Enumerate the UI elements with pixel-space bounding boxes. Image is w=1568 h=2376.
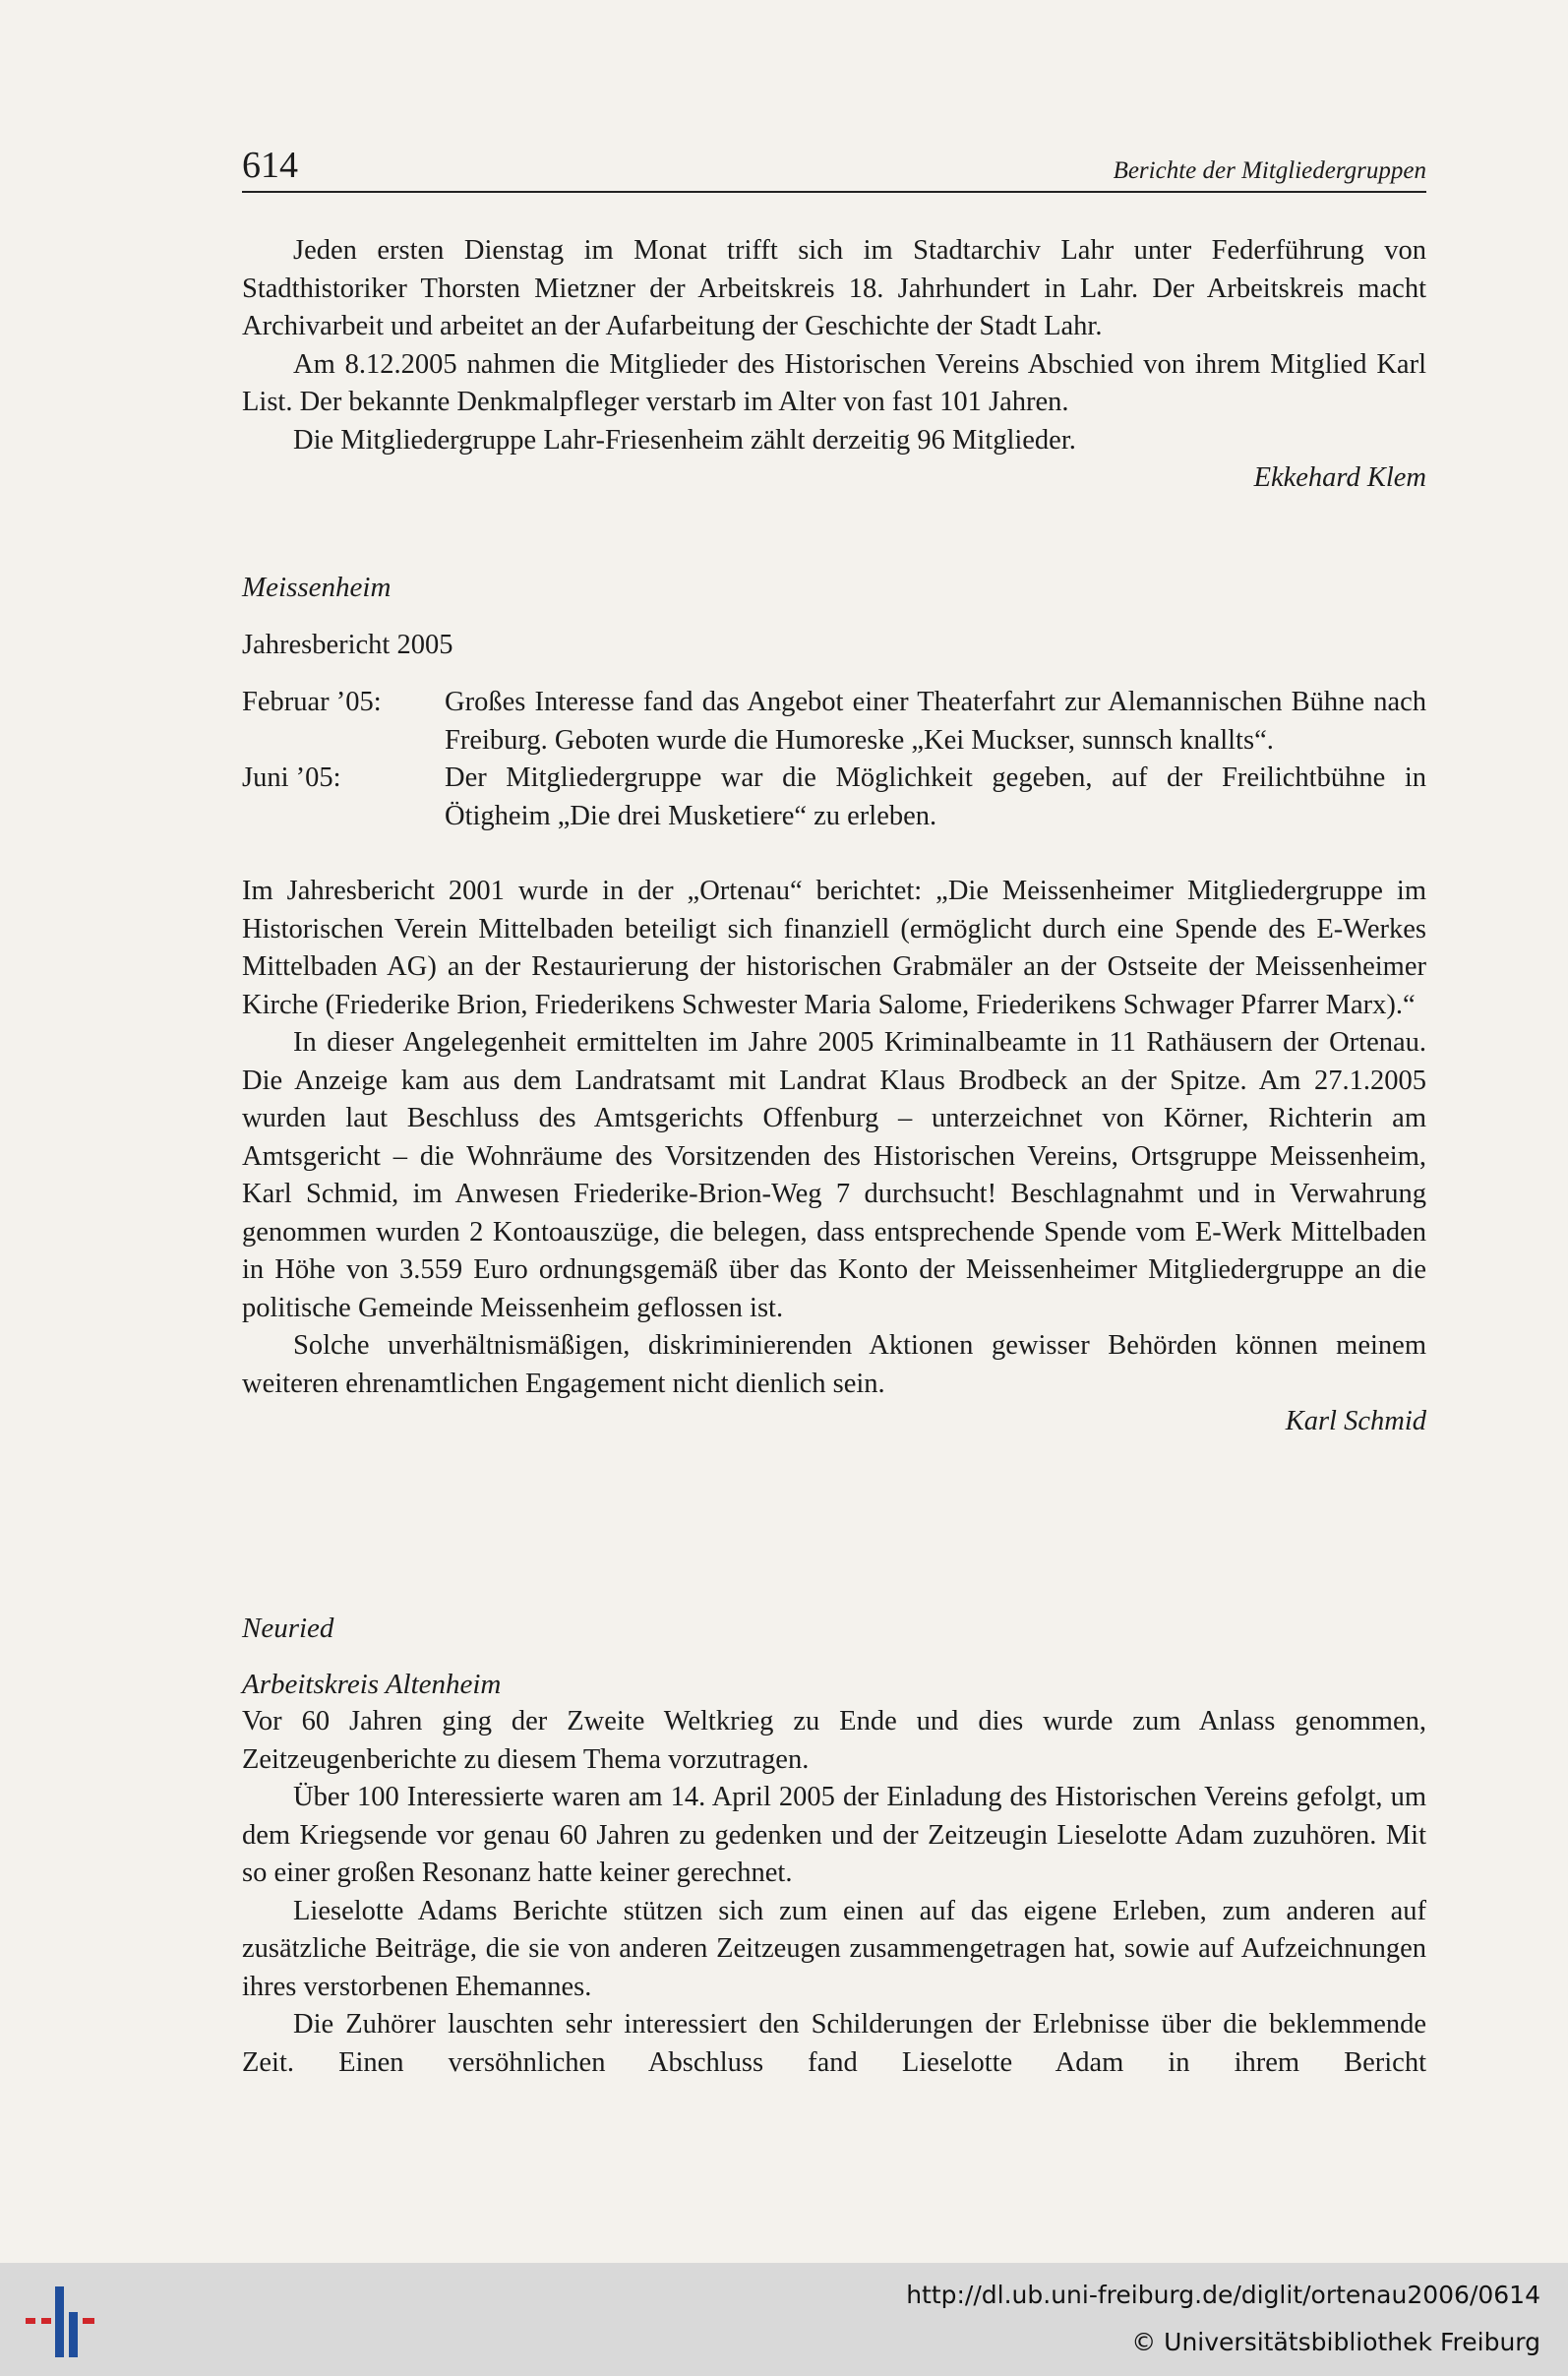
entry-term: Juni ’05: (242, 762, 341, 793)
neuried-subheading: Arbeitskreis Altenheim (242, 1668, 502, 1700)
meissenheim-paragraph-3: Solche unverhältnismäßigen, diskriminierenden Aktionen gewisser Behörden können meinem weiteren ehrenamtlichen Engagement nicht dienlich sein. (242, 1330, 1426, 1399)
meissenheim-subheading: Jahresbericht 2005 (242, 629, 453, 660)
source-url-link[interactable]: http://dl.ub.uni-freiburg.de/diglit/ortenau2006/0614 (906, 2281, 1540, 2309)
lahr-paragraph-3: Die Mitgliedergruppe Lahr-Friesenheim zählt derzeitig 96 Mitglieder. (293, 424, 1076, 456)
copyright-text: © Universitätsbibliothek Freiburg (1131, 2328, 1540, 2356)
running-title: Berichte der Mitgliedergruppen (1113, 157, 1426, 184)
meissenheim-paragraph-2: In dieser Angelegenheit ermittelten im Jahre 2005 Kriminalbeamte in 11 Rathäusern der Ortenau. Die Anzeige kam aus dem Landratsamt mit Landrat Klaus Brodbeck an der Spitze. Am 27.1.2005 wurden laut Beschluss des Amtsgerichts Offenburg – unterzeichnet von Körner, Richterin am Amtsgericht – die Wohnräume des Vorsitzenden des Historischen Vereins, Ortsgruppe Meissenheim, Karl Schmid, im Anwesen Friederike-Brion-Weg 7 durchsucht! Beschlagnahmt und in Verwahrung genommen wurden 2 Kontoauszüge, die belegen, dass entsprechende Spende vom E-Werk Mittelbaden in Höhe von 3.559 Euro ordnungsgemäß über das Konto der Meissenheimer Mitgliedergruppe an die politische Gemeinde Meissenheim geflossen ist. (242, 1027, 1426, 1323)
entry-row (242, 684, 1426, 760)
entry-text: Großes Interesse fand das Angebot einer Theaterfahrt zur Alemannischen Bühne nach Freiburg. Geboten wurde die Humoreske „Kei Muckser, sunnsch knallts“. (445, 687, 1426, 756)
footer-bar (0, 2263, 1568, 2376)
lahr-paragraph-1: Jeden ersten Dienstag im Monat trifft sich im Stadtarchiv Lahr unter Federführung von Stadthistoriker Thorsten Mietzner der Arbeitskreis 18. Jahrhundert in Lahr. Der Arbeitskreis macht Archivarbeit und arbeitet an der Aufarbeitung der Geschichte der Stadt Lahr. (242, 235, 1426, 341)
ub-freiburg-logo-icon (22, 2283, 100, 2361)
meissenheim-body (242, 873, 1426, 1441)
neuried-paragraph-3: Lieselotte Adams Berichte stützen sich zum einen auf das eigene Erleben, zum anderen auf zusätzliche Beiträge, die sie von anderen Zeitzeugen zusammengetragen hat, sowie auf Aufzeichnungen ihres verstorbenen Ehemannes. (242, 1895, 1426, 2002)
meissenheim-paragraph-1: Im Jahresbericht 2001 wurde in der „Ortenau“ berichtet: „Die Meissenheimer Mitgliedergruppe im Historischen Verein Mittelbaden beteiligt sich finanziell (ermöglicht durch eine Spende des E-Werkes Mittelbaden AG) an der Restaurierung der historischen Grabmäler an der Ostseite der Meissenheimer Kirche (Friederike Brion, Friederikens Schwester Maria Salome, Friederikens Schwager Pfarrer Marx).“ (242, 876, 1426, 1020)
section-neuried (242, 1610, 1426, 2082)
section-meissenheim (242, 569, 1426, 1441)
meissenheim-signature: Karl Schmid (1285, 1406, 1426, 1436)
section-lahr (242, 232, 1426, 498)
neuried-paragraph-2: Über 100 Interessierte waren am 14. April 2005 der Einladung des Historischen Vereins gefolgt, um dem Kriegsende vor genau 60 Jahren zu gedenken und der Zeitzeugin Lieselotte Adam zuzuhören. Mit so einer großen Resonanz hatte keiner gerechnet. (242, 1782, 1426, 1888)
lahr-paragraph-2: Am 8.12.2005 nahmen die Mitglieder des Historischen Vereins Abschied von ihrem Mitglied Karl List. Der bekannte Denkmalpfleger verstarb im Alter von fast 101 Jahren. (242, 348, 1426, 417)
neuried-paragraph-1: Vor 60 Jahren ging der Zweite Weltkrieg zu Ende und dies wurde zum Anlass genommen, Zeitzeugenberichte zu diesem Thema vorzutragen. (242, 1706, 1426, 1775)
page-header (242, 144, 1426, 193)
entry-row (242, 760, 1426, 835)
meissenheim-entries (242, 684, 1426, 835)
entry-term: Februar ’05: (242, 687, 382, 717)
neuried-heading: Neuried (242, 1613, 334, 1644)
page-number: 614 (242, 145, 298, 186)
entry-text: Der Mitgliedergruppe war die Möglichkeit gegeben, auf der Freilichtbühne in Ötigheim „Die drei Musketiere“ zu erleben. (445, 762, 1426, 831)
lahr-signature: Ekkehard Klem (1253, 462, 1426, 493)
neuried-paragraph-4: Die Zuhörer lauschten sehr interessiert den Schilderungen der Erlebnisse über die beklemmende Zeit. Einen versöhnlichen Abschluss fand Lieselotte Adam in ihrem Bericht (242, 2009, 1426, 2078)
meissenheim-heading: Meissenheim (242, 572, 392, 603)
